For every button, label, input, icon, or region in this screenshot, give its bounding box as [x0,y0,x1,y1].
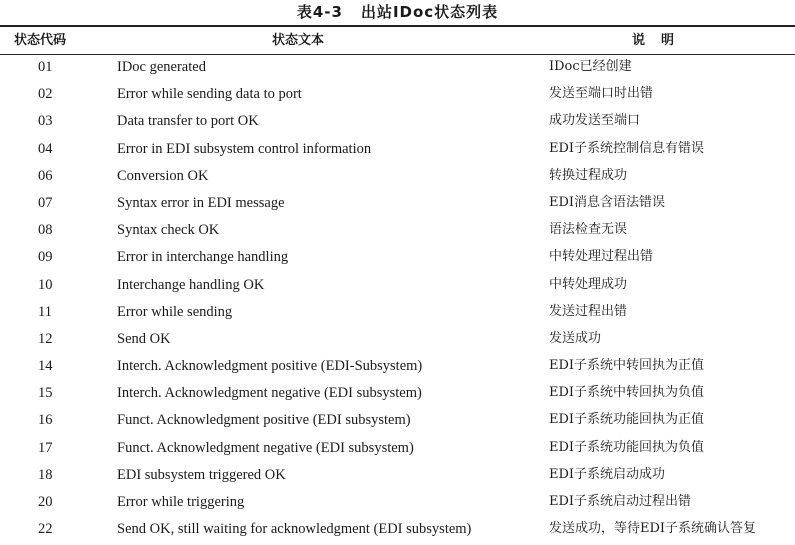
status-text: Data transfer to port OK [117,113,259,130]
status-code: 12 [38,330,53,347]
status-text: Send OK, still waiting for acknowledgment (EDI subsystem) [117,521,472,538]
header-rule [0,54,795,55]
status-description: EDI子系统功能回执为正值 [549,412,705,428]
status-description: 转换过程成功 [549,167,628,183]
status-description: EDI子系统启动过程出错 [549,494,692,509]
header-status-code: 状态代码 [14,33,67,48]
status-description: 中转处理成功 [549,276,628,292]
status-description: 发送过程出错 [549,303,628,319]
table-row [0,56,795,83]
status-code: 17 [38,439,53,456]
table-caption [0,0,795,24]
table-body [0,56,795,545]
status-text: EDI subsystem triggered OK [117,466,286,483]
status-code: 18 [38,466,53,483]
status-description: EDI子系统控制信息有错误 [549,140,705,156]
table-row [0,382,795,409]
status-text: Syntax error in EDI message [117,194,285,211]
table-row [0,355,795,382]
status-text: Funct. Acknowledgment positive (EDI subsystem) [117,412,411,429]
status-description: 语法检查无误 [549,222,628,238]
status-code: 15 [38,385,53,402]
table-row [0,165,795,192]
table-row [0,464,795,491]
status-description: EDI子系统功能回执为负值 [549,439,705,455]
status-text: Error in interchange handling [117,249,289,266]
status-description: 发送成功，等待EDI子系统确认答复 [549,521,757,537]
table-row [0,274,795,301]
table-row [0,409,795,436]
status-code: 02 [38,86,53,103]
status-code: 14 [38,358,53,375]
status-text: Syntax check OK [117,222,220,239]
table-header [0,27,795,54]
status-text: Interch. Acknowledgment negative (EDI subsystem) [117,385,422,402]
status-description: 成功发送至端口 [549,113,641,129]
status-code: 07 [38,194,53,211]
table-number: 表4-3 [296,3,343,21]
header-status-text: 状态文本 [272,33,325,48]
status-code: 04 [38,140,53,157]
status-code: 20 [38,494,53,510]
table-row [0,110,795,137]
table-row [0,518,795,545]
status-description: EDI子系统中转回执为正值 [549,358,705,374]
status-description: 发送至端口时出错 [549,86,654,102]
table-row [0,301,795,328]
table-row [0,246,795,273]
status-text: Error in EDI subsystem control information [117,140,372,157]
table-row [0,437,795,464]
status-code: 09 [38,249,53,266]
status-text: Error while sending [117,303,233,320]
header-description: 说明 [632,33,691,48]
table-row [0,138,795,165]
status-description: IDoc已经创建 [549,59,632,74]
status-code: 01 [38,59,53,75]
status-code: 11 [38,303,52,320]
table-row [0,491,795,518]
status-text: Conversion OK [117,167,209,184]
status-text: Error while triggering [117,494,245,510]
status-code: 06 [38,167,53,184]
table-row [0,219,795,246]
table-row [0,83,795,110]
status-text: Send OK [117,330,171,347]
status-description: 中转处理过程出错 [549,249,654,265]
status-description: 发送成功 [549,330,602,346]
status-text: IDoc generated [117,59,206,75]
status-code: 10 [38,276,53,293]
status-code: 03 [38,113,53,130]
status-text: Interchange handling OK [117,276,265,293]
status-text: Interch. Acknowledgment positive (EDI-Subsystem) [117,358,423,375]
status-text: Funct. Acknowledgment negative (EDI subsystem) [117,439,414,456]
status-description: EDI子系统中转回执为负值 [549,385,705,401]
table-title: 出站IDoc状态列表 [360,3,499,21]
table-row [0,192,795,219]
status-code: 16 [38,412,53,429]
status-code: 08 [38,222,53,239]
status-text: Error while sending data to port [117,86,302,103]
table-row [0,328,795,355]
status-description: EDI消息含语法错误 [549,194,666,210]
status-description: EDI子系统启动成功 [549,466,666,482]
status-code: 22 [38,521,53,538]
